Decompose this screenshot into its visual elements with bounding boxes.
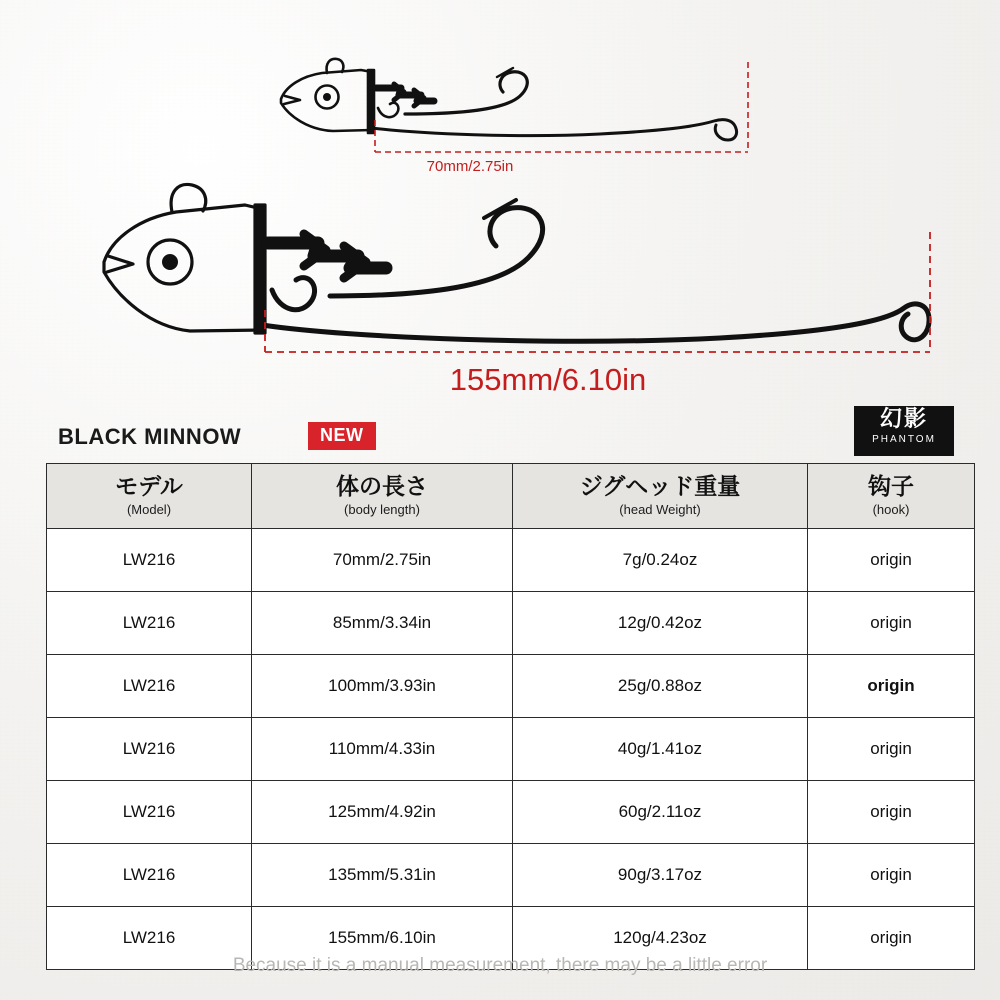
- cell-length: 110mm/4.33in: [252, 718, 513, 781]
- header-hook: [808, 464, 975, 529]
- cell-length: 155mm/6.10in: [252, 907, 513, 970]
- header-hook-main: 钩子: [868, 474, 914, 500]
- table-row: [47, 844, 975, 907]
- large-lure-group: [104, 184, 929, 341]
- cell-hook: origin: [808, 592, 975, 655]
- header-model-main: モデル: [115, 474, 183, 500]
- table-header-row: [47, 464, 975, 529]
- cell-length: 125mm/4.92in: [252, 781, 513, 844]
- page-title: BLACK MINNOW: [58, 424, 242, 449]
- header-head-weight: [513, 464, 808, 529]
- spec-table: [46, 463, 975, 970]
- cell-model: LW216: [47, 907, 252, 970]
- title-row: [46, 407, 954, 462]
- brand-logo: [854, 406, 954, 456]
- header-head-weight-main: ジグヘッド重量: [579, 474, 741, 500]
- header-model-sub: (Model): [126, 502, 172, 517]
- cell-model: LW216: [47, 655, 252, 718]
- small-lure-dimension-label: 70mm/2.75in: [426, 158, 514, 175]
- header-hook-sub: (hook): [872, 502, 910, 517]
- cell-hook: origin: [808, 655, 975, 718]
- cell-hook: origin: [808, 718, 975, 781]
- cell-weight: 7g/0.24oz: [513, 529, 808, 592]
- cell-length: 135mm/5.31in: [252, 844, 513, 907]
- spec-table-head: [47, 464, 975, 529]
- table-row: [47, 718, 975, 781]
- cell-model: LW216: [47, 781, 252, 844]
- header-body-length: [252, 464, 513, 529]
- cell-weight: 90g/3.17oz: [513, 844, 808, 907]
- small-lure-group: [281, 59, 737, 140]
- header-model: [47, 464, 252, 529]
- cell-model: LW216: [47, 844, 252, 907]
- cell-hook: origin: [808, 844, 975, 907]
- small-dimension-bracket: [375, 62, 748, 152]
- measurement-disclaimer: Because it is a manual measurement, there may be a little error: [232, 955, 768, 976]
- brand-logo-cn: 幻影: [879, 407, 928, 432]
- cell-length: 85mm/3.34in: [252, 592, 513, 655]
- cell-hook: origin: [808, 781, 975, 844]
- cell-length: 100mm/3.93in: [252, 655, 513, 718]
- cell-weight: 40g/1.41oz: [513, 718, 808, 781]
- table-row: [47, 781, 975, 844]
- brand-logo-en: PHANTOM: [872, 434, 936, 445]
- cell-model: LW216: [47, 529, 252, 592]
- cell-hook: origin: [808, 907, 975, 970]
- header-body-length-sub: (body length): [344, 502, 420, 517]
- cell-weight: 60g/2.11oz: [513, 781, 808, 844]
- table-row: [47, 592, 975, 655]
- cell-model: LW216: [47, 718, 252, 781]
- cell-hook: origin: [808, 529, 975, 592]
- lure-illustration: [0, 0, 1000, 400]
- cell-weight: 12g/0.42oz: [513, 592, 808, 655]
- table-row: [47, 529, 975, 592]
- cell-model: LW216: [47, 592, 252, 655]
- new-badge: NEW: [308, 422, 376, 450]
- cell-length: 70mm/2.75in: [252, 529, 513, 592]
- cell-weight: 25g/0.88oz: [513, 655, 808, 718]
- table-row: [47, 655, 975, 718]
- header-head-weight-sub: (head Weight): [619, 502, 701, 517]
- cell-weight: 120g/4.23oz: [513, 907, 808, 970]
- spec-table-body: [47, 529, 975, 970]
- large-lure-dimension-label: 155mm/6.10in: [449, 362, 647, 397]
- lure-drawing-svg: [0, 0, 1000, 400]
- header-body-length-main: 体の長さ: [336, 474, 428, 500]
